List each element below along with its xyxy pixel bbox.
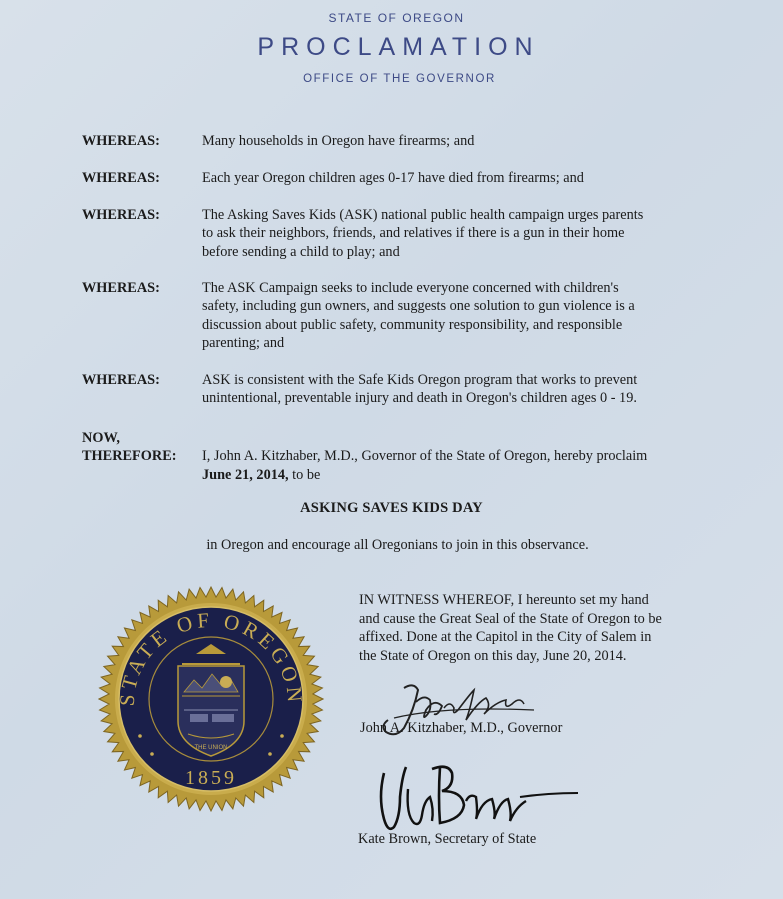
office-name: OFFICE OF THE GOVERNOR — [303, 73, 496, 85]
day-name: ASKING SAVES KIDS DAY — [300, 500, 483, 516]
proclamation-date: June 21, 2014, — [202, 466, 289, 483]
secretary-signature — [370, 757, 585, 842]
observance-text: in Oregon and encourage all Oregonians to join in this observance. — [206, 537, 589, 553]
whereas-clause-1 — [82, 132, 722, 150]
witness-statement: IN WITNESS WHEREOF, I hereunto set my hand and cause the Great Seal of the State of Oregon to be affixed. Done at the Capitol in the City of Salem in the State of Oregon on this day, June 20, 2014. — [359, 592, 662, 664]
proclamation-header — [0, 10, 783, 87]
resolution-clause — [82, 429, 722, 484]
whereas-text: Many households in Oregon have firearms; and — [202, 133, 475, 149]
whereas-keyword: WHEREAS: — [82, 372, 160, 388]
seal-year: 1859 — [185, 767, 237, 789]
whereas-text: The Asking Saves Kids (ASK) national public health campaign urges parents to ask their neighbors, friends, and relatives if there is a gun in their home before sending a child to play; and — [202, 207, 644, 260]
whereas-clause-3 — [82, 206, 722, 261]
whereas-text: The ASK Campaign seeks to include everyone concerned with children's safety, including gun owners, and suggests one solution to gun violence is a discussion about public safety, community responsibility, and responsible parenting; and — [202, 280, 635, 351]
therefore-keyword: THEREFORE: — [82, 448, 177, 465]
whereas-clause-5 — [82, 371, 722, 408]
date-suffix: to be — [288, 466, 321, 483]
whereas-keyword: WHEREAS: — [82, 280, 160, 296]
proclamation-date-line — [202, 466, 722, 484]
state-name: STATE OF OREGON — [328, 11, 465, 25]
whereas-text: Each year Oregon children ages 0-17 have died from firearms; and — [202, 170, 584, 186]
document-title: PROCLAMATION — [257, 33, 540, 61]
whereas-keyword: WHEREAS: — [82, 170, 160, 186]
resolution-text: I, John A. Kitzhaber, M.D., Governor of the State of Oregon, hereby proclaim — [202, 448, 648, 465]
oregon-state-seal — [98, 586, 324, 812]
whereas-text: ASK is consistent with the Safe Kids Oregon program that works to prevent unintentional, preventable injury and death in Oregon's children ages 0 - 19. — [202, 372, 638, 407]
secretary-signature-line: Kate Brown, Secretary of State — [358, 831, 537, 847]
whereas-clause-2 — [82, 169, 722, 187]
seal-top-text: STATE OF OREGON — [114, 607, 308, 707]
now-keyword: NOW, — [82, 430, 121, 446]
whereas-keyword: WHEREAS: — [82, 207, 160, 223]
governor-signature-line: John A. Kitzhaber, M.D., Governor — [360, 720, 563, 736]
seal-ribbon-text: THE UNION — [194, 745, 228, 751]
whereas-clause-4 — [82, 279, 722, 352]
whereas-keyword: WHEREAS: — [82, 133, 160, 149]
